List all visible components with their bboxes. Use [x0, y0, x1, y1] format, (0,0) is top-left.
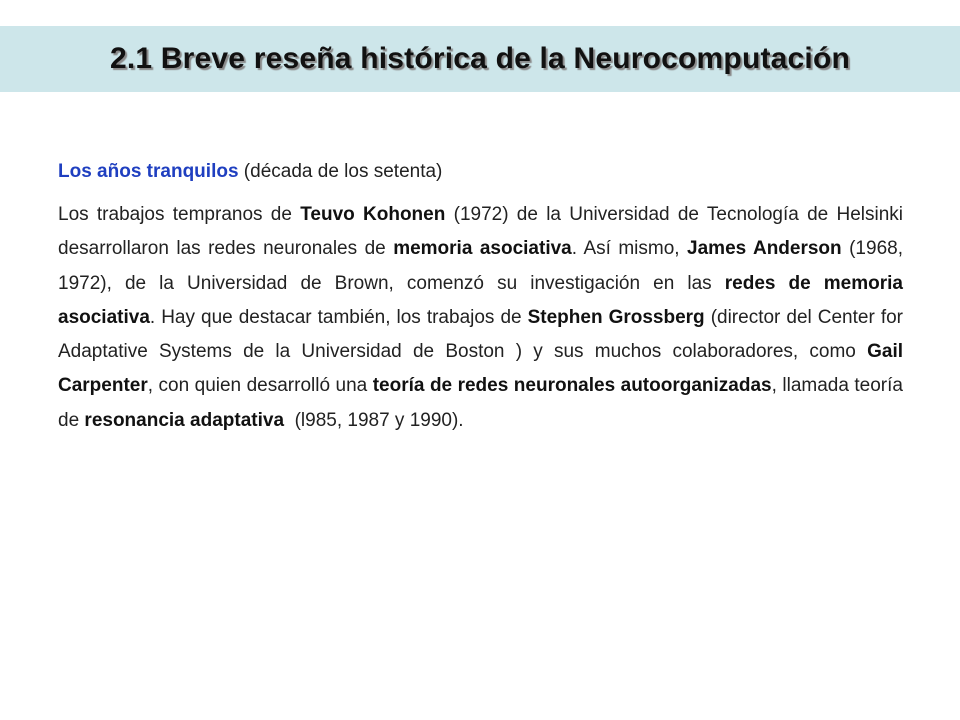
text-run: (l985, 1987 y 1990). [284, 409, 464, 431]
section-heading-suffix: (década de los setenta) [238, 161, 443, 182]
section-heading-highlight: Los años tranquilos [58, 161, 239, 182]
bold-run: Teuvo Kohonen [300, 204, 446, 225]
slide-title: 2.1 Breve reseña histórica de la Neurocomputación [109, 42, 851, 75]
bold-run: teoría de redes neuronales autoorganizadas [372, 375, 772, 397]
bold-run: redes de memoria asociativa [58, 272, 903, 328]
body-paragraph [58, 198, 903, 438]
slide-content [58, 158, 903, 438]
text-run: . Así mismo, [571, 238, 688, 260]
bold-run: memoria asociativa [393, 238, 572, 260]
bold-run: James Anderson [687, 238, 842, 260]
text-run: (1972) de la Universidad de Tecnología de Helsinki desarrollaron las redes neuronales de [58, 204, 904, 260]
text-run: (director del Center for Adaptative Systems de la Universidad de Boston ) y sus muchos colaboradores, como [58, 306, 903, 363]
title-band [0, 26, 960, 92]
section-heading [58, 158, 903, 186]
text-run: , con quien desarrolló una [147, 375, 373, 397]
text-run: (1968, 1972), de la Universidad de Brown, comenzó su investigación en las [58, 238, 903, 294]
bold-run: Stephen Grossberg [527, 306, 705, 328]
bold-run: resonancia adaptativa [84, 409, 285, 431]
text-run: . Hay que destacar también, los trabajos de [149, 306, 528, 328]
text-run: Los trabajos tempranos de [58, 204, 301, 225]
bold-run: Gail Carpenter [58, 341, 903, 397]
text-run: , llamada teoría de [58, 375, 903, 431]
